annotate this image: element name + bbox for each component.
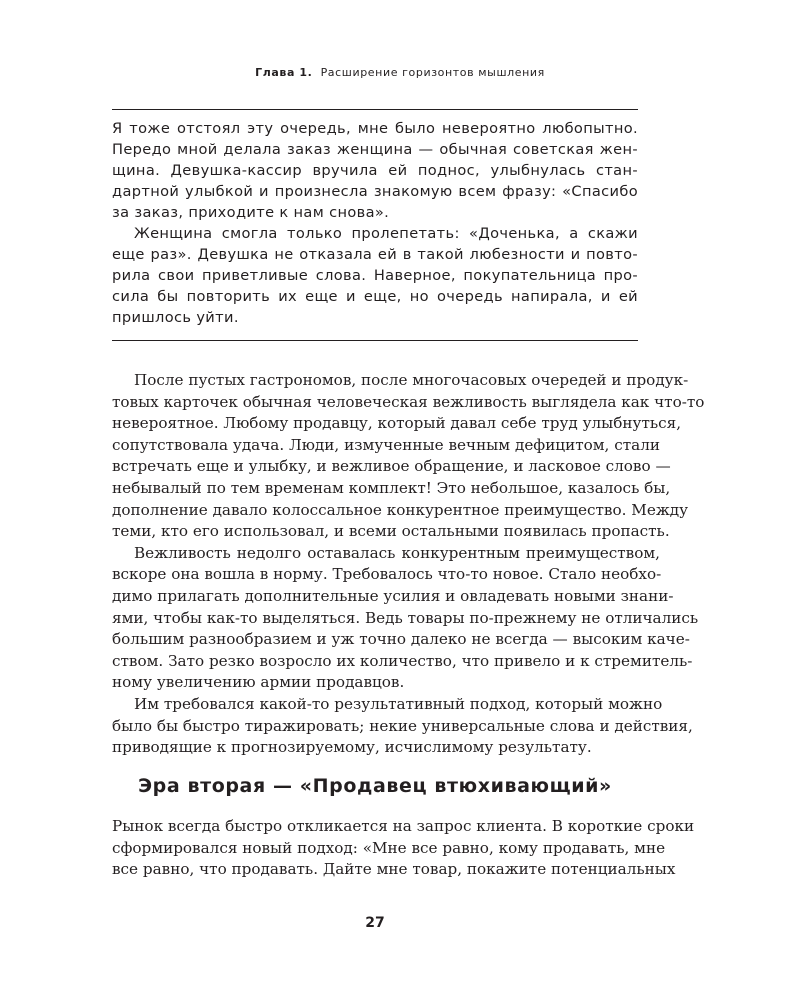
text-line: щина. Девушка-кассир вручила ей поднос, улыбнулась стан- [112, 162, 638, 179]
text-line: теми, кто его использовал, и всеми остальными появилась пропасть. [112, 522, 670, 541]
text-line: Женщина смогла только пролепетать: «Доченька, а скажи [134, 225, 638, 242]
text-line: невероятное. Любому продавцу, который давал себе труд улыбнуться, [112, 414, 682, 433]
sidebar-paragraph-2 [112, 223, 638, 328]
text-line: товых карточек обычная человеческая вежливость выглядела как что-то [112, 392, 705, 411]
sidebar-top-rule [112, 109, 638, 110]
text-line: Вежливость недолго оставалась конкурентным преимуществом, [134, 543, 660, 562]
text-line: сила бы повторить их еще и еще, но очередь напирала, и ей [112, 288, 638, 305]
sidebar-box [112, 118, 638, 328]
text-line: небывалый по тем временам комплект! Это небольшое, казалось бы, [112, 478, 671, 497]
chapter-label: Глава 1. [255, 66, 313, 79]
text-line: вскоре она вошла в норму. Требовалось что-то новое. Стало необхо- [112, 565, 662, 584]
text-line: Им требовался какой-то результативный подход, который можно [134, 694, 663, 713]
chapter-title: Расширение горизонтов мышления [320, 66, 545, 79]
text-line: все равно, что продавать. Дайте мне товар, покажите потенциальных [112, 860, 676, 879]
text-line: ями, чтобы как-то выделяться. Ведь товары по-прежнему не отличались [112, 608, 699, 627]
text-line: сформировался новый подход: «Мне все равно, кому продавать, мне [112, 838, 666, 857]
body-paragraph-1 [112, 370, 705, 543]
text-line: сопутствовала удача. Люди, измученные вечным дефицитом, стали [112, 435, 660, 454]
page-number: 27 [365, 915, 385, 931]
text-line: После пустых гастрономов, после многочасовых очередей и продук- [134, 371, 689, 389]
body-paragraph-2 [112, 543, 699, 694]
sidebar-paragraph-1 [112, 118, 638, 223]
text-line: рила свои приветливые слова. Наверное, покупательница про- [112, 267, 638, 284]
text-line: приводящие к прогнозируемому, исчислимому результату. [112, 738, 592, 757]
text-line: было бы быстро тиражировать; некие универсальные слова и действия, [112, 716, 693, 735]
section-paragraph-1 [112, 816, 695, 881]
running-head [0, 66, 800, 79]
text-line: ному увеличению армии продавцов. [112, 673, 405, 692]
text-line: димо прилагать дополнительные усилия и овладевать новыми знани- [112, 586, 674, 605]
main-text [112, 370, 705, 759]
text-line: Рынок всегда быстро откликается на запрос клиента. В короткие сроки [112, 817, 695, 835]
text-line: Передо мной делала заказ женщина — обычная советская жен- [112, 141, 638, 158]
text-line: дартной улыбкой и произнесла знакомую всем фразу: «Спасибо [112, 183, 638, 200]
body-paragraph-3 [112, 694, 693, 759]
section-text [112, 816, 695, 881]
text-line: пришлось уйти. [112, 309, 239, 326]
section-heading: Эра вторая — «Продавец втюхивающий» [138, 775, 612, 797]
text-line: за заказ, приходите к нам снова». [112, 204, 390, 221]
sidebar-bottom-rule [112, 340, 638, 341]
text-line: дополнение давало колоссальное конкурентное преимущество. Между [112, 500, 689, 519]
text-line: Я тоже отстоял эту очередь, мне было невероятно любопытно. [112, 120, 638, 137]
text-line: ством. Зато резко возросло их количество, что привело и к стремитель- [112, 651, 693, 670]
text-line: большим разнообразием и уж точно далеко не всегда — высоким каче- [112, 630, 690, 649]
text-line: еще раз». Девушка не отказала ей в такой любезности и повто- [112, 246, 638, 263]
text-line: встречать еще и улыбку, и вежливое обращение, и ласковое слово — [112, 457, 671, 476]
